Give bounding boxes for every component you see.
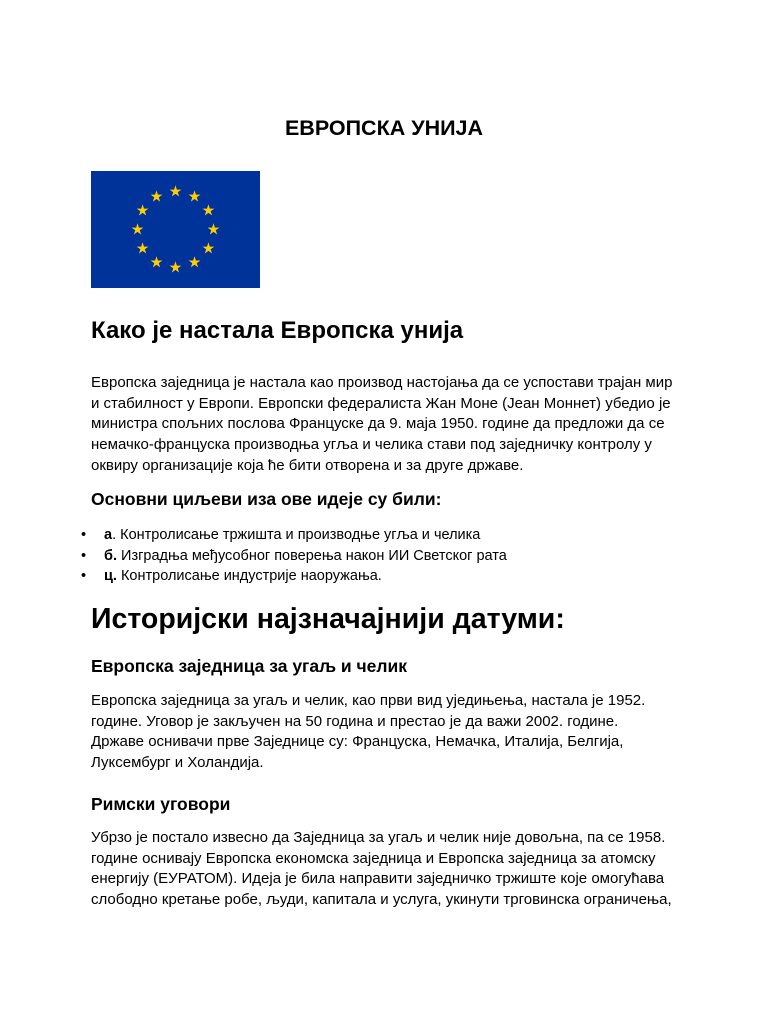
goal-marker: а: [104, 527, 113, 543]
eu-flag-icon: [91, 171, 260, 288]
rome-paragraph-line: слободно кретање робе, људи, капитала и услуга, укинути трговинска ограничења,: [91, 891, 672, 909]
goal-text: Изградња међусобног поверења након ИИ Светског рата: [117, 547, 507, 564]
origin-paragraph: [91, 373, 677, 477]
coal-steel-paragraph-line: Европска заједница за угаљ и челик, као први вид уједињења, настала је 1952.: [91, 692, 646, 709]
goal-text: Контролисање индустрије наоружања.: [116, 568, 382, 584]
section-heading-dates: Историјски најзначајнији датуми:: [91, 603, 565, 635]
bullet-icon: •: [81, 527, 87, 543]
goals-heading: Основни циљеви иза ове идеје су били:: [91, 489, 442, 509]
rome-paragraph-line: енергију (ЕУРАТОМ). Идеја је била направити заједничко тржиште које омогућава: [91, 870, 665, 888]
goal-marker: б.: [104, 547, 117, 564]
origin-paragraph-line: немачко-француска производња угља и челика стави под заједничку контролу у: [91, 436, 652, 454]
origin-paragraph-line: министра спољних послова Француске да 9. маја 1950. године да предложи да се: [91, 415, 665, 433]
origin-paragraph-line: оквиру организације која ће бити отворена и за друге државе.: [91, 456, 524, 474]
bullet-icon: •: [81, 568, 87, 584]
goals-list: [81, 525, 507, 587]
coal-steel-paragraph-line: године. Уговор је закључен на 50 година и престао је да важи 2002. године.: [91, 712, 619, 730]
coal-steel-paragraph: [91, 691, 677, 774]
rome-paragraph-line: Убрзо је постало извесно да Заједница за угаљ и челик није довољна, па се 1958.: [91, 829, 666, 846]
section-heading-origin: Како је настала Европска унија: [91, 317, 464, 344]
list-item: [81, 566, 507, 587]
coal-steel-paragraph-line: Државе оснивачи прве Заједнице су: Француска, Немачка, Италија, Белгија,: [91, 733, 624, 751]
rome-treaties-paragraph: [91, 828, 677, 911]
rome-paragraph-line: године оснивају Европска економска заједница и Европска заједница за атомску: [91, 849, 656, 867]
goal-marker: ц.: [104, 568, 117, 584]
list-item: [81, 525, 507, 546]
origin-paragraph-line: и стабилност у Европи. Европски федералиста Жан Моне (Јеан Моннет) убедио је: [91, 394, 671, 412]
document-title: ЕВРОПСКА УНИЈА: [284, 116, 484, 140]
origin-paragraph-line: Европска заједница је настала као производ настојања да се успостави трајан мир: [91, 374, 673, 391]
bullet-icon: •: [81, 547, 87, 564]
coal-steel-paragraph-line: Луксембург и Холандија.: [91, 754, 264, 772]
coal-steel-heading: Европска заједница за угаљ и челик: [91, 656, 408, 676]
rome-treaties-heading: Римски уговори: [91, 794, 231, 814]
list-item: [81, 546, 507, 567]
goal-text: . Контролисање тржишта и производње угља и челика: [112, 527, 481, 543]
